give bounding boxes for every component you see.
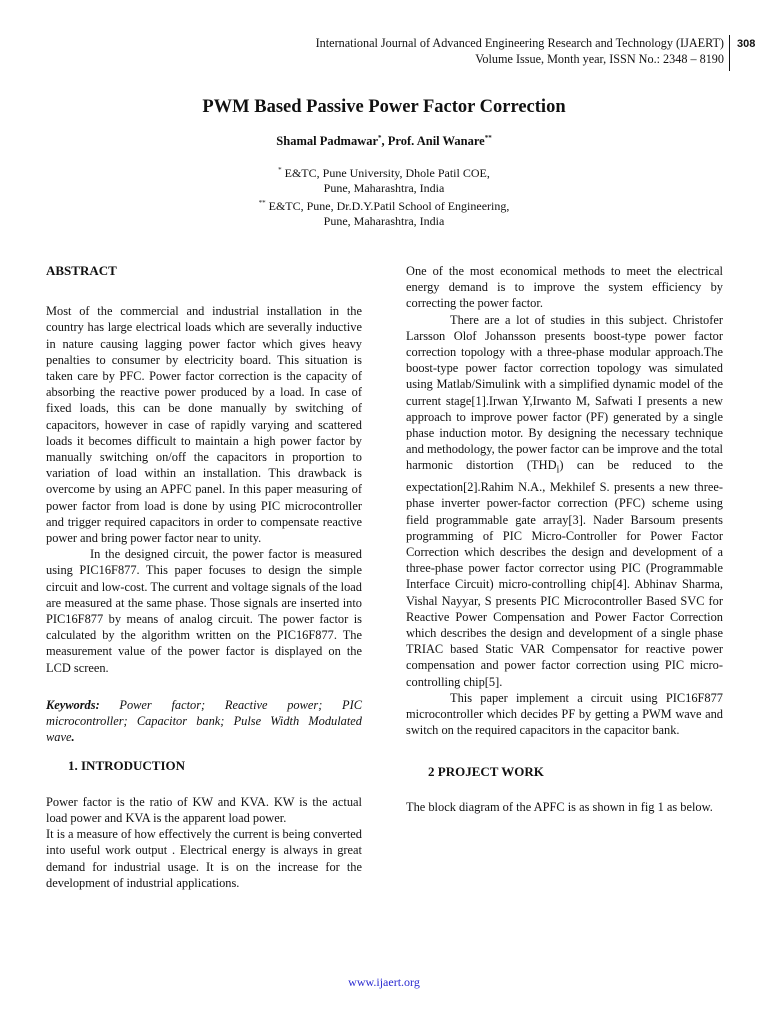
affiliation-2-mark: ** (258, 199, 266, 207)
abstract-paragraph-1: Most of the commercial and industrial installation in the country has large electrical loads which are severally inductive in nature causing lagging power factor which gives heavy penalties to consumer by electricity board. This situation is taken care by PFC. Power factor correction is the capacity of absorbing the reactive power produced by a load. In case of fixed loads, this can be done manually by switching of capacitors, however in case of rapidly varying and scattered loads it becomes difficult to maintain a high power factor by manually switching on/off the capacitors in proportion to variation of load within an installation. This drawback is overcome by using an APFC panel. In this paper measuring of power factor from load is done by using PIC microcontroller and trigger required capacitors in order to compensate reactive power and bring power factor near to unity. (46, 304, 362, 546)
page-header (0, 35, 768, 75)
left-column (46, 263, 362, 891)
affiliations (0, 163, 768, 229)
abstract-heading: ABSTRACT (46, 263, 117, 278)
journal-volume: Volume Issue, Month year, ISSN No.: 2348 – 8190 (475, 52, 724, 66)
affiliation-1: * E&TC, Pune University, Dhole Patil COE, (278, 166, 490, 180)
affiliation-2: ** E&TC, Pune, Dr.D.Y.Patil School of Engineering, (258, 199, 510, 213)
page-number: 308 (737, 38, 756, 50)
abstract-paragraph-2: In the designed circuit, the power factor is measured using PIC16F877. This paper focuses to design the simple circuit and low-cost. The current and voltage signals of the load are measured at the same phase. Those signals are inserted into PIC16F877 by means of analog circuit. The power factor is calculated by the algorithm written on the PIC16F877. The measurement value of the power factor is displayed on the LCD screen. (46, 547, 362, 675)
header-divider (729, 35, 730, 71)
right-paragraph-2: There are a lot of studies in this subject. Christofer Larsson Olof Johansson presents boost-type power factor correction topology with a three-phase modular approach.The boost-type power factor correction topology was simulated using Matlab/Simulink with a simplified dynamic model of the current stage[1].Irwan Y,Irwanto M, Safwati I presents a new approach to improve power factor (PF) generated by a single phase induction motor. By designing the necessary technique and methodology, the power factor can be improve and the total harmonic distortion $(THD_i)$ can be reduced to the expectation[2].Rahim N.A., Mekhilef S. presents a new three-phase inverter power-factor correction (PFC) scheme using field programmable gate array[3]. Nader Barsoum presents programming of PIC Micro-Controller for Power Factor Correction which describes the design and development of a three-phase power factor corrector using PIC (Programmable Interface Circuit) micro-controlling chip[4]. Abhinav Sharma, Vishal Nayyar, S presents PIC Microcontroller Based SVC for Reactive Power Compensation and Power Factor Correction which describes the design and development of a single phase TRIAC based Static VAR Compensator for reactive power compensation and power factor correction using PIC micro-controlling chip[5]. (406, 312, 724, 689)
introduction-heading: 1. INTRODUCTION (68, 758, 186, 774)
right-column (406, 263, 723, 815)
paper-title: PWM Based Passive Power Factor Correction (202, 97, 566, 117)
author-2-mark: ** (484, 134, 492, 142)
author-2: , Prof. Anil Wanare (381, 134, 485, 149)
footer-url: www.ijaert.org (348, 975, 420, 989)
keywords-label: Keywords: (46, 697, 100, 712)
right-paragraph-3: This paper implement a circuit using PIC16F877 microcontroller which decides PF by getting a PWM wave and switch on the required capacitors in the capacitor bank. (406, 690, 723, 738)
journal-name: International Journal of Advanced Engineering Research and Technology (IJAERT) (315, 36, 724, 50)
affiliation-1-mark: * (278, 166, 282, 174)
right-paragraph-4: The block diagram of the APFC is as shown in fig 1 as below. (406, 799, 713, 814)
affiliation-2-location: Pune, Maharashtra, India (323, 214, 445, 228)
project-work-heading: 2 PROJECT WORK (428, 764, 544, 780)
author-line (0, 134, 768, 149)
journal-info (204, 35, 724, 67)
author-1-mark: * (378, 134, 382, 142)
intro-paragraph-1: Power factor is the ratio of KW and KVA. KW is the actual load power and KVA is the apparent load power. (46, 794, 362, 825)
keywords-text: Power factor; Reactive power; PIC microcontroller; Capacitor bank; Pulse Width Modulated wave (46, 697, 362, 745)
right-paragraph-1: One of the most economical methods to meet the electrical energy demand is to improve the system efficiency by correcting the power factor. (406, 264, 723, 311)
affiliation-1-location: Pune, Maharashtra, India (323, 181, 445, 195)
author-1: Shamal Padmawar (276, 134, 379, 149)
intro-paragraph-2: It is a measure of how effectively the current is being converted into useful work output . Electrical energy is always in great demand for industrial usage. It is on the increase for the development of industrial applications. (46, 827, 362, 890)
keywords: Keywords: Power factor; Reactive power; PIC microcontroller; Capacitor bank; Pulse Width Modulated wave. (46, 697, 362, 745)
